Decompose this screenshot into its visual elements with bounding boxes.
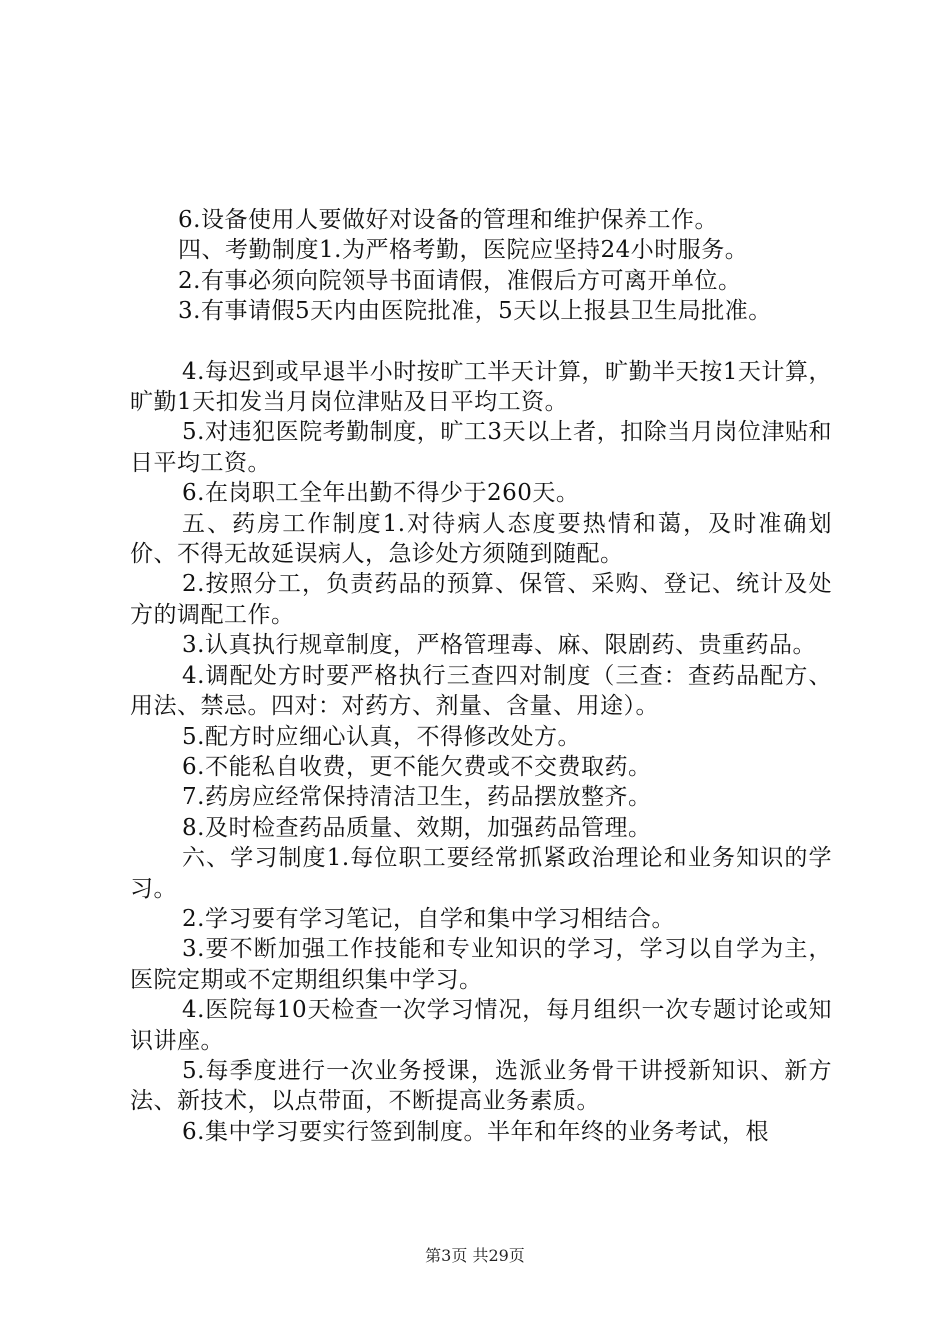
paragraph: 7.药房应经常保持清洁卫生，药品摆放整齐。 bbox=[182, 784, 652, 811]
paragraph: 4.医院每10天检查一次学习情况，每月组织一次专题讨论或知识讲座。 bbox=[130, 997, 832, 1054]
paragraph: 6.不能私自收费，更不能欠费或不交费取药。 bbox=[182, 753, 652, 780]
paragraph: 四、考勤制度1.为严格考勤，医院应坚持24小时服务。 bbox=[178, 237, 749, 264]
document-body bbox=[130, 205, 832, 1147]
paragraph: 4.每迟到或早退半小时按旷工半天计算，旷勤半天按1天计算，旷勤1天扣发当月岗位津贴及日平均工资。 bbox=[130, 358, 832, 416]
page-footer bbox=[0, 1243, 950, 1266]
page-number: 第3页 共29页 bbox=[425, 1246, 525, 1265]
paragraph: 3.认真执行规章制度，严格管理毒、麻、限剧药、贵重药品。 bbox=[182, 632, 816, 659]
paragraph: 2.按照分工，负责药品的预算、保管、采购、登记、统计及处方的调配工作。 bbox=[130, 571, 832, 628]
paragraph: 4.调配处方时要严格执行三查四对制度（三查：查药品配方、用法、禁忌。四对：对药方、剂量、含量、用途）。 bbox=[130, 662, 832, 720]
paragraph: 3.有事请假5天内由医院批准，5天以上报县卫生局批准。 bbox=[178, 298, 772, 325]
paragraph: 2.有事必须向院领导书面请假，准假后方可离开单位。 bbox=[178, 267, 742, 294]
paragraph: 2.学习要有学习笔记，自学和集中学习相结合。 bbox=[182, 905, 675, 932]
paragraph: 6.设备使用人要做好对设备的管理和维护保养工作。 bbox=[178, 207, 718, 233]
paragraph: 3.要不断加强工作技能和专业知识的学习，学习以自学为主，医院定期或不定期组织集中学习。 bbox=[130, 936, 832, 993]
paragraph: 6.在岗职工全年出勤不得少于260天。 bbox=[182, 480, 580, 507]
paragraph: 5.对违犯医院考勤制度，旷工3天以上者，扣除当月岗位津贴和日平均工资。 bbox=[130, 419, 832, 476]
paragraph: 8.及时检查药品质量、效期，加强药品管理。 bbox=[182, 814, 652, 841]
paragraph: 6.集中学习要实行签到制度。半年和年终的业务考试，根 bbox=[182, 1118, 769, 1145]
paragraph: 5.配方时应细心认真，不得修改处方。 bbox=[182, 723, 581, 750]
paragraph-gap bbox=[130, 327, 832, 357]
paragraph: 五、药房工作制度1.对待病人态度要热情和蔼，及时准确划价、不得无故延误病人，急诊处方须随到随配。 bbox=[130, 510, 832, 568]
paragraph: 5.每季度进行一次业务授课，选派业务骨干讲授新知识、新方法、新技术，以点带面，不断提高业务素质。 bbox=[130, 1057, 832, 1115]
paragraph: 六、学习制度1.每位职工要经常抓紧政治理论和业务知识的学习。 bbox=[130, 845, 832, 902]
